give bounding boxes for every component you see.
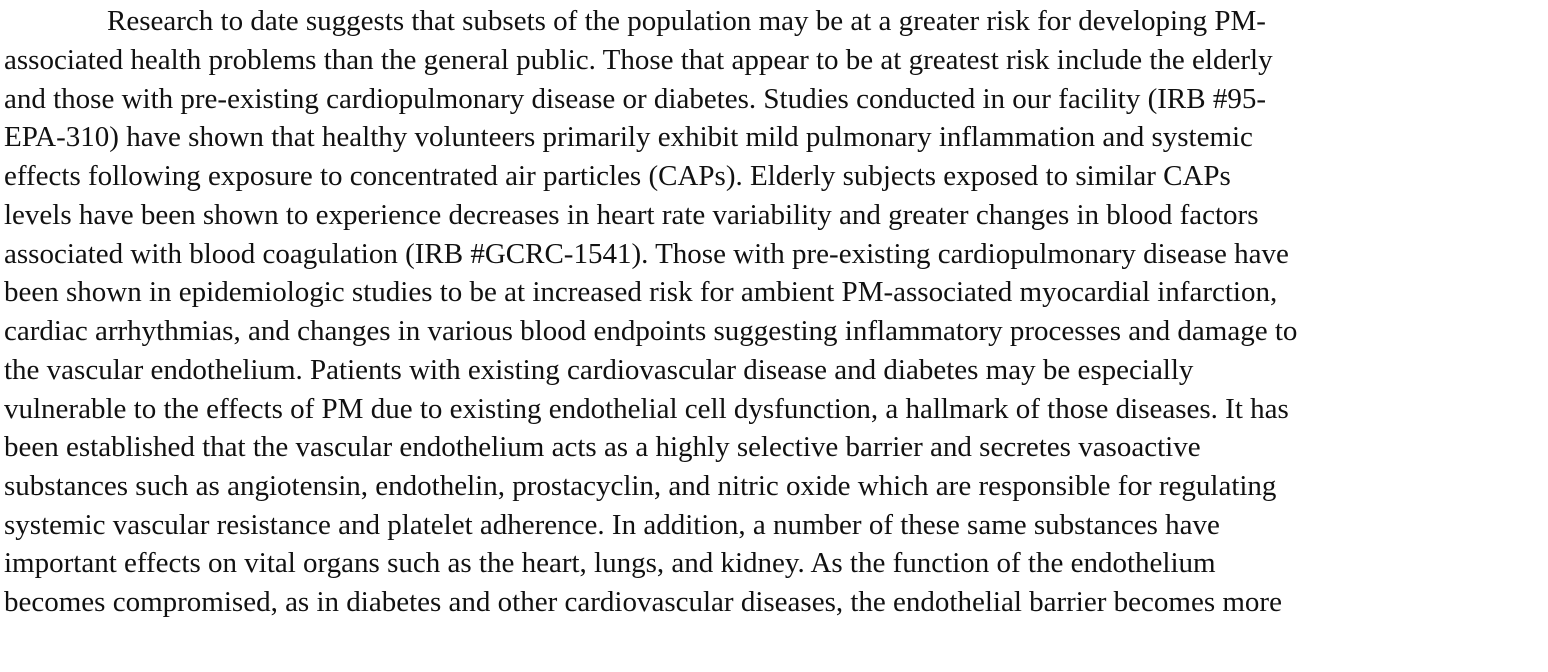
text-line-10: the vascular endothelium. Patients with existing cardiovascular disease and diabetes may be especially <box>4 354 1194 386</box>
text-line-9: cardiac arrhythmias, and changes in various blood endpoints suggesting inflammatory processes and damage to <box>4 315 1298 347</box>
text-line-16: becomes compromised, as in diabetes and other cardiovascular diseases, the endothelial barrier becomes more <box>4 586 1282 618</box>
text-line-6: levels have been shown to experience decreases in heart rate variability and greater changes in blood factors <box>4 199 1259 231</box>
text-line-12: been established that the vascular endothelium acts as a highly selective barrier and secretes vasoactive <box>4 431 1201 463</box>
text-line-15: important effects on vital organs such as the heart, lungs, and kidney. As the function of the endothelium <box>4 547 1216 579</box>
text-line-5: effects following exposure to concentrated air particles (CAPs). Elderly subjects exposed to similar CAPs <box>4 160 1231 192</box>
text-line-2: associated health problems than the general public. Those that appear to be at greatest risk include the elderly <box>4 44 1273 76</box>
text-line-3: and those with pre-existing cardiopulmonary disease or diabetes. Studies conducted in our facility (IRB #95- <box>4 83 1266 115</box>
text-line-8: been shown in epidemiologic studies to be at increased risk for ambient PM-associated myocardial infarction, <box>4 276 1278 308</box>
text-line-1: Research to date suggests that subsets of the population may be at a greater risk for developing PM- <box>107 5 1266 37</box>
text-line-4: EPA-310) have shown that healthy volunteers primarily exhibit mild pulmonary inflammation and systemic <box>4 121 1253 153</box>
text-line-11: vulnerable to the effects of PM due to existing endothelial cell dysfunction, a hallmark of those diseases. It has <box>4 393 1289 425</box>
text-line-7: associated with blood coagulation (IRB #GCRC-1541). Those with pre-existing cardiopulmonary disease have <box>4 238 1289 270</box>
text-line-13: substances such as angiotensin, endothelin, prostacyclin, and nitric oxide which are responsible for regulating <box>4 470 1277 502</box>
text-line-14: systemic vascular resistance and platelet adherence. In addition, a number of these same substances have <box>4 509 1220 541</box>
